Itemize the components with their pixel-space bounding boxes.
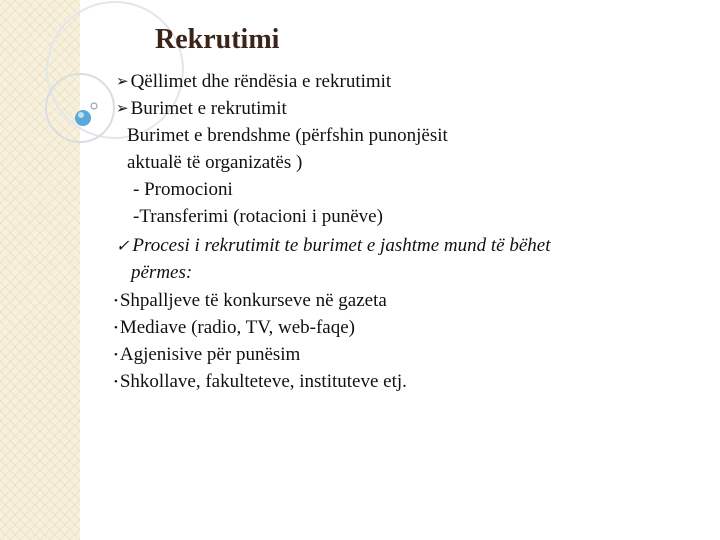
list-item: ✓ Procesi i rekrutimit te burimet e jashtme mund të bëhet bbox=[116, 233, 551, 260]
list-item: -Transferimi (rotacioni i punëve) bbox=[133, 206, 383, 227]
list-item: - Promocioni bbox=[133, 179, 233, 200]
list-item: • Mediave (radio, TV, web-faqe) bbox=[114, 315, 355, 343]
list-item: ➢ Qëllimet dhe rëndësia e rekrutimit bbox=[116, 69, 391, 96]
arrow-bullet-icon: ➢ bbox=[116, 101, 129, 117]
list-item: ➢ Burimet e rekrutimit bbox=[116, 96, 287, 123]
list-item: • Agjenisive për punësim bbox=[114, 342, 300, 370]
list-item: përmes: bbox=[131, 262, 193, 283]
list-item: Burimet e brendshme (përfshin punonjësit bbox=[127, 125, 448, 146]
dot-bullet-icon: • bbox=[114, 322, 118, 334]
tiny-bubble bbox=[91, 103, 97, 109]
list-item: • Shkollave, fakulteteve, instituteve etj. bbox=[114, 369, 407, 397]
decorative-side-band bbox=[0, 0, 80, 540]
dot-bullet-icon: • bbox=[114, 376, 118, 388]
dot-bullet-icon: • bbox=[114, 349, 118, 361]
dot-bullet-icon: • bbox=[114, 295, 118, 307]
check-bullet-icon: ✓ bbox=[116, 238, 130, 255]
arrow-bullet-icon: ➢ bbox=[116, 74, 129, 90]
list-item: aktualë të organizatës ) bbox=[127, 152, 303, 173]
slide-title: Rekrutimi bbox=[155, 24, 280, 55]
list-item: • Shpalljeve të konkurseve në gazeta bbox=[114, 288, 387, 316]
